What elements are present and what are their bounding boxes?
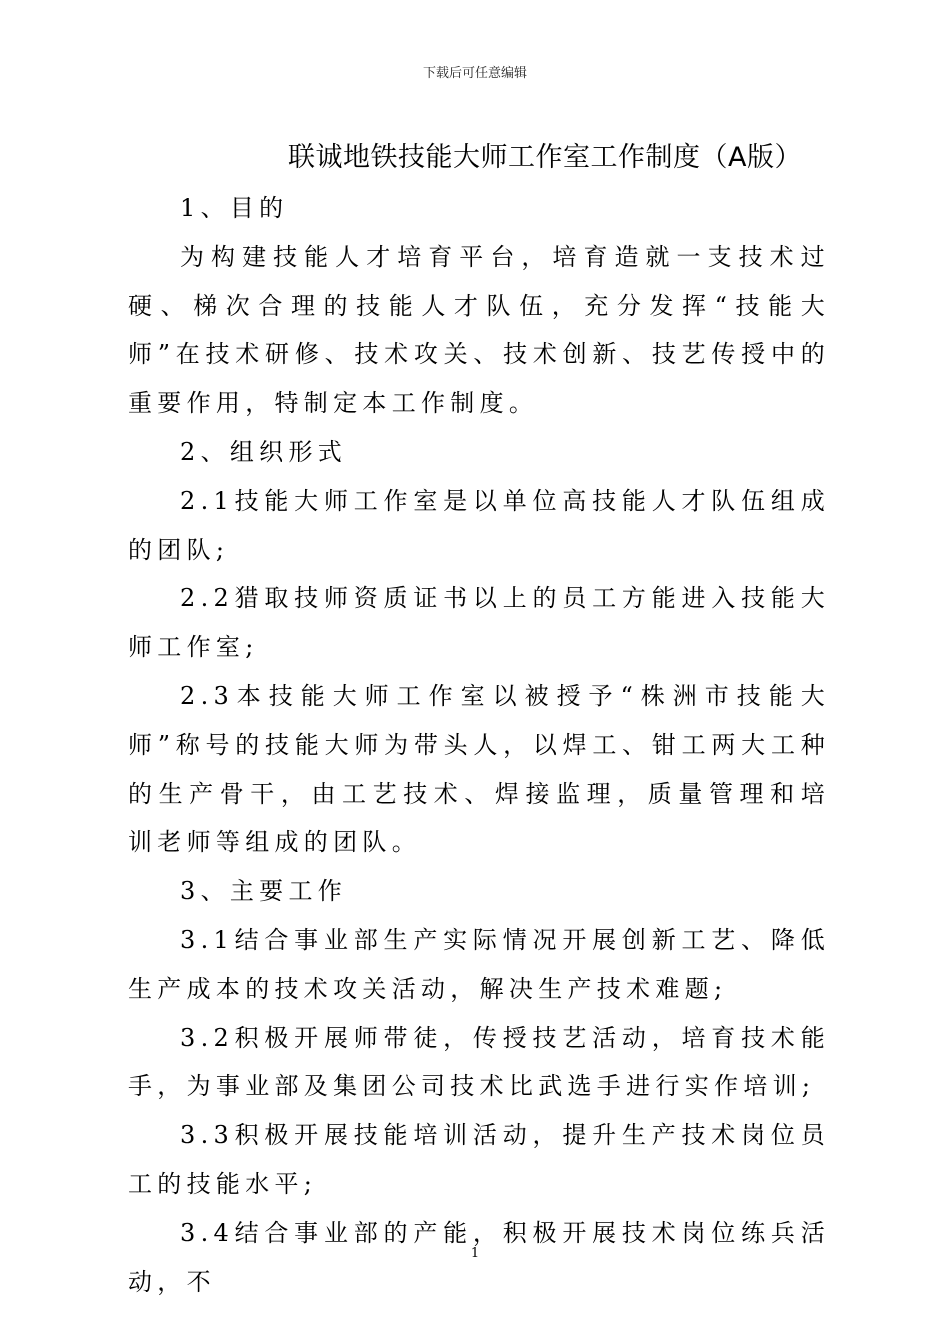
- section-heading-purpose: 1、目的: [180, 194, 289, 222]
- section-heading-main-work: 3、主要工作: [180, 877, 348, 906]
- page-header: 下载后可任意编辑: [422, 66, 527, 81]
- document-body: [128, 184, 830, 1306]
- paragraph-2-1: 2.1技能大师工作室是以单位高技能人才队伍组成的团队;: [128, 486, 830, 564]
- page-number: 1: [470, 1246, 480, 1261]
- paragraph-2-2: 2.2猎取技师资质证书以上的员工方能进入技能大师工作室;: [128, 584, 830, 662]
- section-heading-organization: 2、组织形式: [180, 437, 348, 466]
- paragraph-3-2: 3.2积极开展师带徒，传授技艺活动，培育技术能手，为事业部及集团公司技术比武选手进行实作培训;: [128, 1023, 830, 1101]
- paragraph-3-4: 3.4结合事业部的产能，积极开展技术岗位练兵活动，不: [128, 1218, 830, 1296]
- paragraph-3-3: 3.3积极开展技能培训活动，提升生产技术岗位员工的技能水平;: [128, 1121, 830, 1198]
- paragraph-3-1: 3.1结合事业部生产实际情况开展创新工艺、降低生产成本的技术攻关活动，解决生产技术难题;: [128, 925, 830, 1003]
- paragraph-purpose: 为构建技能人才培育平台，培育造就一支技术过硬、梯次合理的技能人才队伍，充分发挥“技能大师”在技术研修、技术攻关、技术创新、技艺传授中的重要作用，特制定本工作制度。: [128, 242, 830, 418]
- document-title: 联诚地铁技能大师工作室工作制度（A版）: [288, 142, 802, 173]
- paragraph-2-3: 2.3本技能大师工作室以被授予“株洲市技能大师”称号的技能大师为带头人，以焊工、钳工两大工种的生产骨干，由工艺技术、焊接监理，质量管理和培训老师等组成的团队。: [128, 681, 830, 857]
